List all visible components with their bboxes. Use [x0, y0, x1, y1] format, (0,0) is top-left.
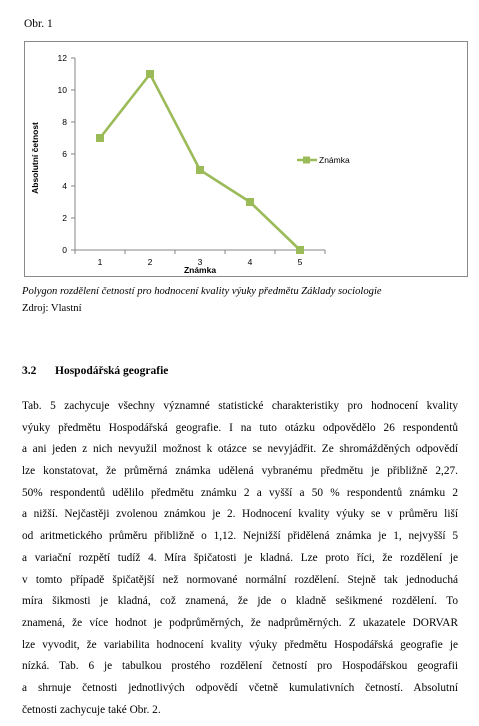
paragraph-line: znamená, že více hodnot je podprůměrných, že nadprůměrných. Z ukazatele DORVAR: [22, 616, 458, 629]
x-tick-label: 5: [297, 257, 303, 267]
y-axis: [58, 53, 75, 255]
paragraph-line: 50% respondentů udělilo předmětu známku 2 a vyšší a 50 % respondentů známku 2: [22, 486, 458, 499]
paragraph-line: lze vyvodit, že variabilita hodnocení kvality výuky předmětu Hospodářská geografie je: [22, 638, 458, 651]
section-number: 3.2: [22, 365, 37, 377]
x-tick-label: 4: [247, 257, 253, 267]
data-point: [296, 246, 304, 254]
y-tick-label: 12: [57, 53, 67, 63]
legend: [297, 155, 350, 165]
legend-label: Známka: [319, 155, 350, 165]
paragraph-line: a shrnuje četnosti jednotlivých odpovědí včetně kumulativních četností. Absolutní: [22, 681, 458, 694]
x-tick-label: 1: [97, 257, 103, 267]
y-tick-label: 8: [62, 117, 67, 127]
y-axis-title: Absolutní četnost: [30, 122, 40, 194]
legend-marker: [303, 157, 310, 164]
y-tick-label: 2: [62, 213, 67, 223]
series-line: [100, 74, 300, 250]
section-heading: [22, 365, 168, 377]
data-point: [146, 70, 154, 78]
paragraph-line: lze konstatovat, že průměrná známka udělená vybranému předmětu je přibližně 2,27.: [22, 465, 458, 478]
data-point: [246, 198, 254, 206]
y-tick-label: 10: [57, 85, 67, 95]
paragraph-line: nízká. Tab. 6 je tabulkou prostého rozdělení četností pro Hospodářskou geografii: [22, 660, 458, 673]
paragraph-line: výuky předmětu Hospodářská geografie. I na tuto otázku odpovědělo 26 respondentů: [22, 421, 458, 434]
x-tick-label: 3: [197, 257, 203, 267]
paragraph-line: a variační rozpětí tudíž 4. Míra špičatosti je kladná. Lze proto říci, že rozdělení je: [22, 551, 458, 564]
x-tick-label: 2: [147, 257, 153, 267]
paragraph-line: od aritmetického průměru přibližně o 1,12. Nejnižší přidělená známka je 1, nejvyšší 5: [22, 530, 458, 543]
x-axis-title: Známka: [183, 265, 217, 275]
paragraph-line: a ani jeden z nich nevyužil možnost k otázce se nevyjádřit. Ze shromážděných odpovědí: [22, 443, 458, 456]
data-point: [196, 166, 204, 174]
paragraph-line: a nižší. Nejčastěji zvolenou známkou je 2. Hodnocení kvality výuky se v průměru liší: [22, 508, 458, 521]
body-paragraph: [22, 396, 458, 721]
y-tick-label: 4: [62, 181, 67, 191]
paragraph-line: v tomto případě špičatější než normované normální rozdělení. Stejně tak jednoduchá: [22, 573, 458, 586]
figure-label: Obr. 1: [24, 18, 53, 30]
series-znamka: [96, 70, 304, 254]
frequency-polygon-chart: [25, 42, 467, 276]
data-point: [96, 134, 104, 142]
figure-source: Zdroj: Vlastní: [22, 303, 82, 314]
paragraph-line: četnosti zachycuje také Obr. 2.: [22, 703, 161, 716]
paragraph-line: míra šikmosti je kladná, což znamená, že jde o kladně sešikmené rozdělení. To: [22, 595, 458, 608]
y-tick-label: 6: [62, 149, 67, 159]
paragraph-line: Tab. 5 zachycuje všechny významné statistické charakteristiky pro hodnocení kvality: [22, 400, 458, 412]
figure-caption: Polygon rozdělení četností pro hodnocení kvality výuky předmětu Základy sociologie: [22, 286, 382, 297]
section-title: Hospodářská geografie: [55, 365, 169, 377]
chart-frame: [24, 41, 468, 277]
y-tick-label: 0: [62, 245, 67, 255]
